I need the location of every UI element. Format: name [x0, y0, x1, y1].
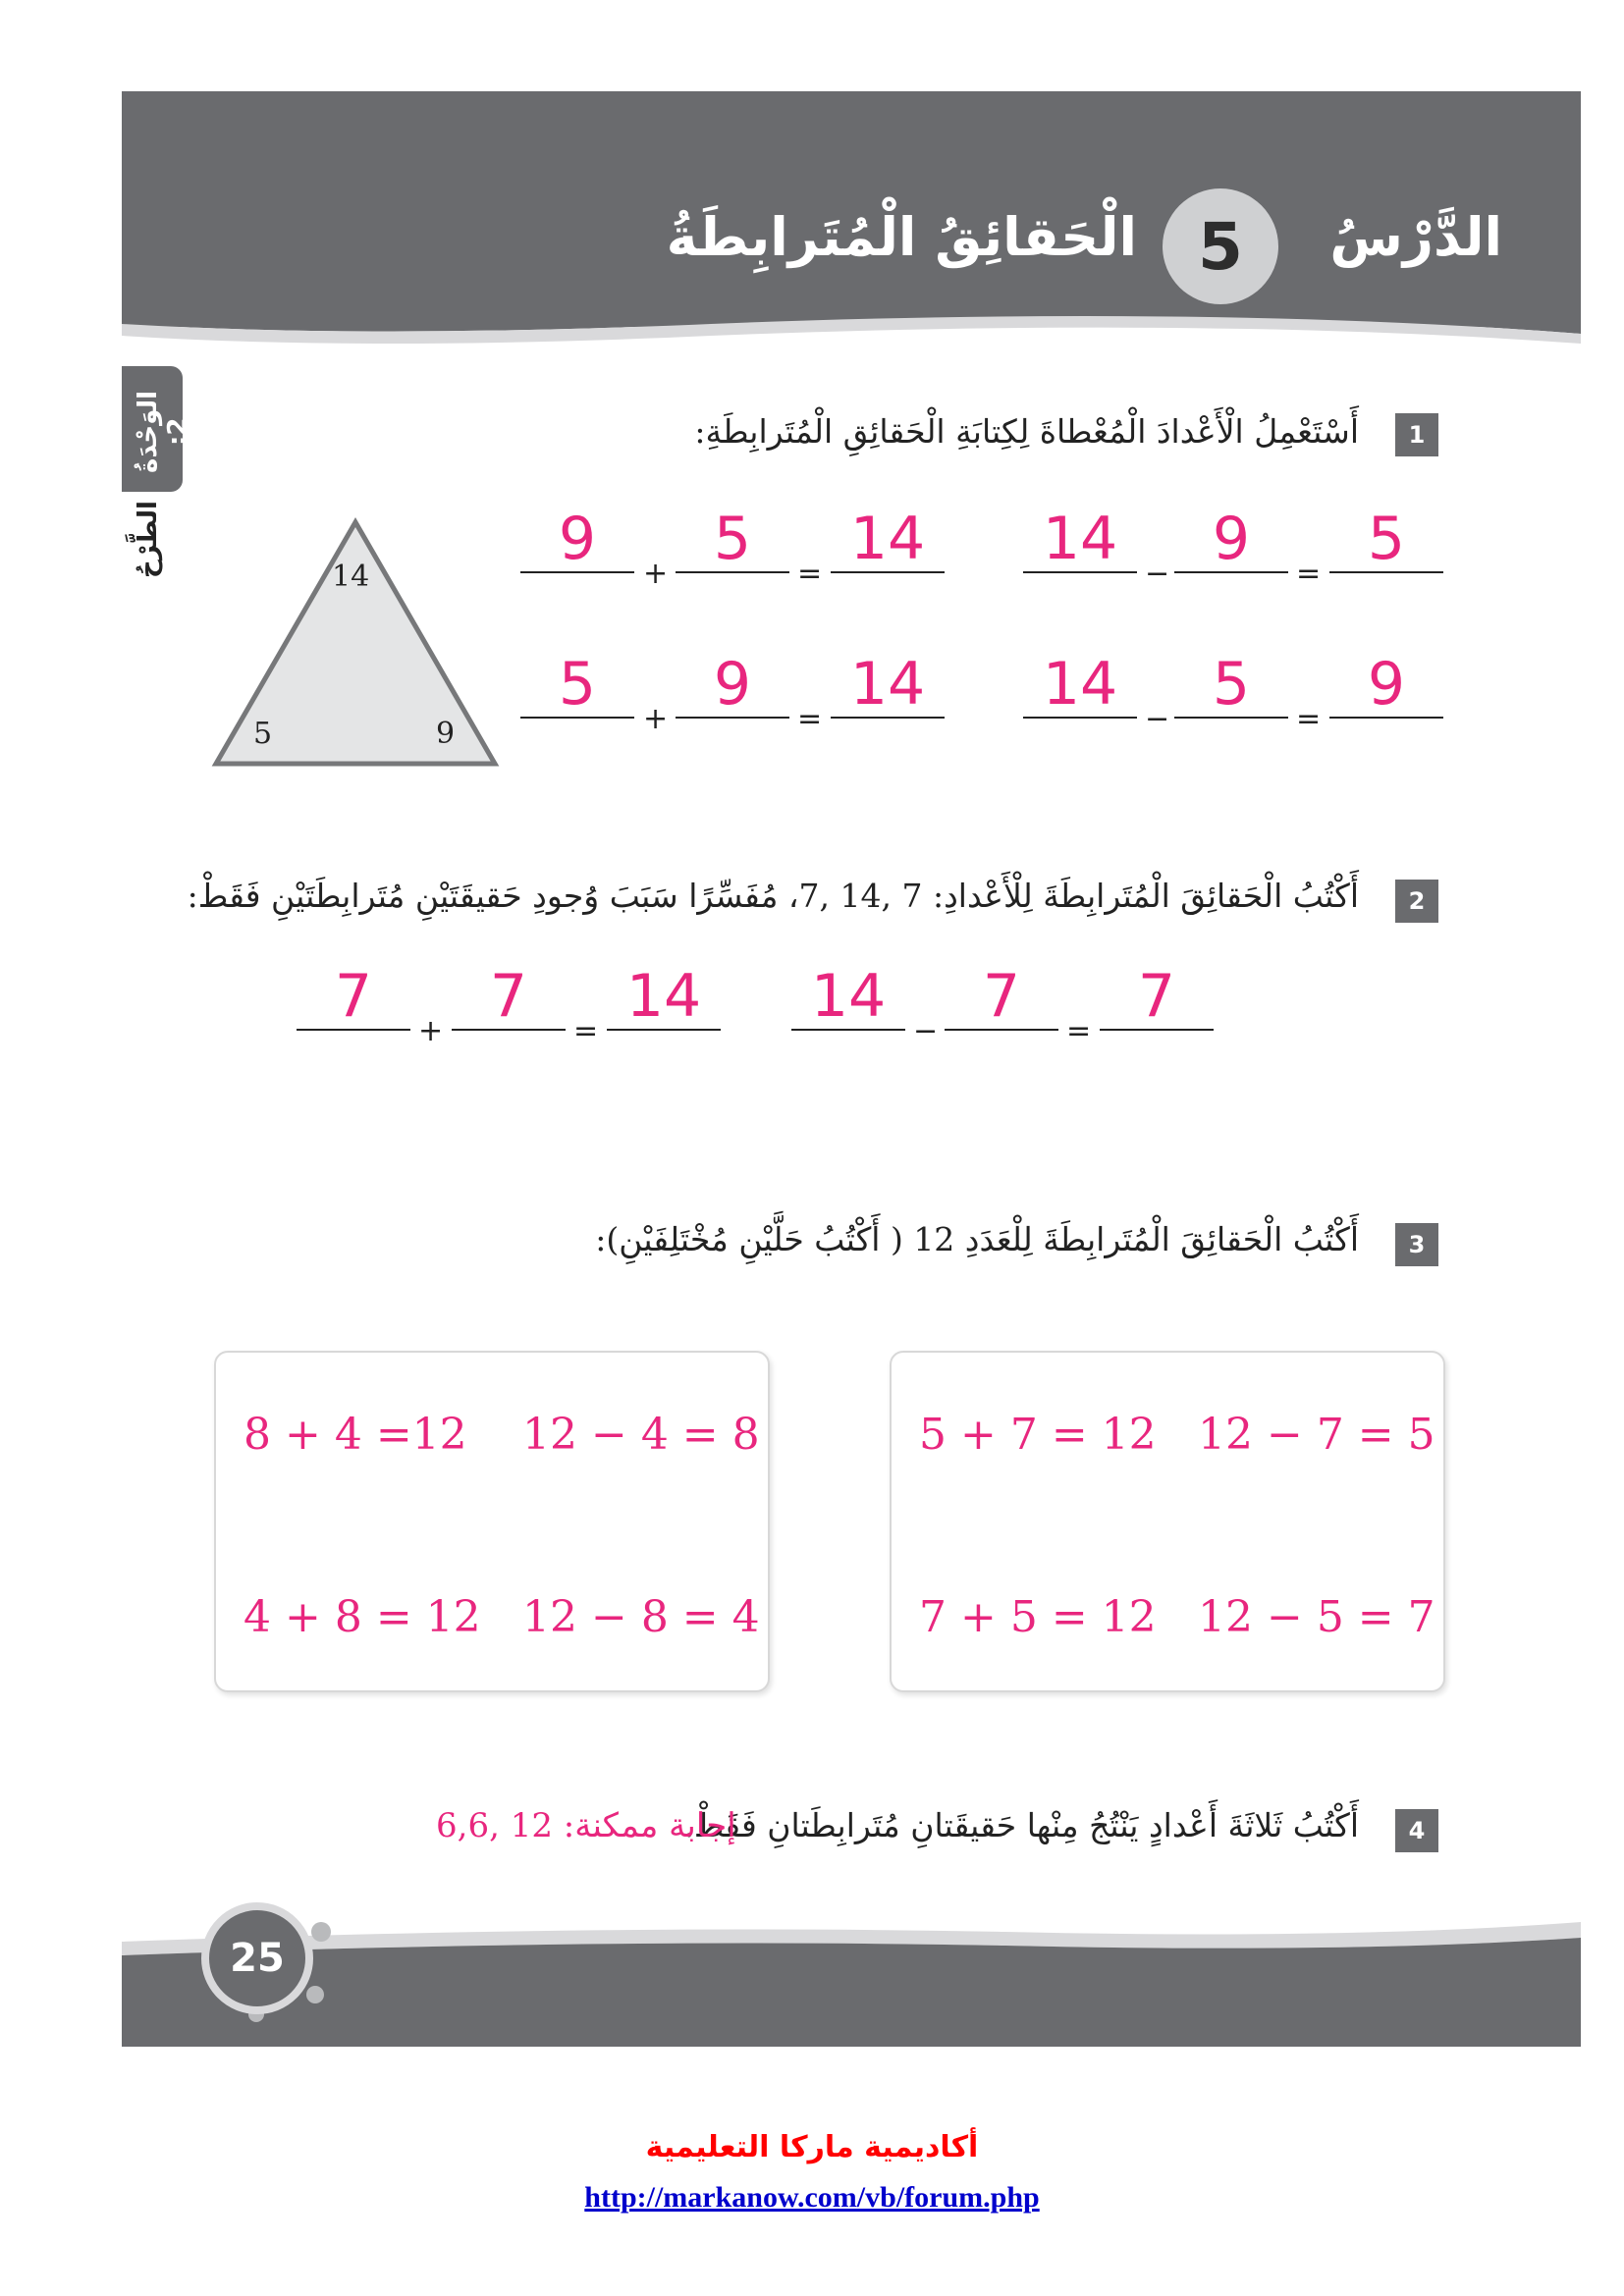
fact-blank[interactable]: 5: [1329, 507, 1443, 573]
footer-band: [122, 1914, 1581, 2047]
fact-blank[interactable]: 7: [452, 964, 566, 1031]
fact-blank[interactable]: 9: [1329, 652, 1443, 719]
triangle-right-number: 9: [436, 717, 456, 751]
equation: 12 − 4 = 8: [522, 1410, 760, 1460]
equation: 4 + 8 = 12: [244, 1592, 481, 1642]
fact-blank[interactable]: 9: [1174, 507, 1288, 573]
plus-sign: +: [643, 557, 669, 591]
question-2-number: 2: [1395, 880, 1438, 923]
fact-blank[interactable]: 7: [1100, 964, 1214, 1031]
fact-blank[interactable]: 14: [1023, 652, 1137, 719]
plus-sign: +: [643, 702, 669, 736]
question-2-text: أَكْتُبُ الْحَقائِقَ الْمُتَرابِطَةَ لِلْأَعْدادِ: 7 ,14 ,7، مُفَسِّرًا سَبَبَ وُجودِ حَقيقَتَيْنِ مُتَرابِطَتَيْنِ فَقَطْ:: [187, 877, 1359, 915]
header-curve: [122, 294, 1581, 353]
lesson-title: الْحَقائِقُ الْمُتَرابِطَةُ: [666, 206, 1137, 268]
lesson-word: الدَّرْسُ: [1329, 206, 1502, 268]
page-number: 25: [201, 1902, 313, 2014]
equation: 12 − 7 = 5: [1198, 1410, 1435, 1460]
fact-blank[interactable]: 5: [676, 507, 789, 573]
question-4-answer: إجابة ممكنة: 12 ,6,6: [436, 1806, 736, 1845]
equals-sign: =: [797, 702, 823, 736]
fact-blank[interactable]: 14: [791, 964, 905, 1031]
equation: 12 − 8 = 4: [522, 1592, 760, 1642]
equation: 8 + 4 =12: [244, 1410, 467, 1460]
fact-blank[interactable]: 14: [831, 652, 945, 719]
fact-blank[interactable]: 7: [297, 964, 410, 1031]
lesson-number: 5: [1163, 188, 1278, 304]
question-3-text: أَكْتُبُ الْحَقائِقَ الْمُتَرابِطَةَ لِلْعَدَدِ 12 ( أَكْتُبُ حَلَّيْنِ مُخْتَلِفَيْنِ):: [595, 1220, 1359, 1258]
triangle-left-number: 5: [253, 717, 273, 751]
minus-sign: −: [1145, 702, 1170, 736]
triangle-top-number: 14: [332, 560, 370, 594]
fact-blank[interactable]: 14: [1023, 507, 1137, 573]
fact-blank[interactable]: 14: [831, 507, 945, 573]
equals-sign: =: [1296, 557, 1322, 591]
fact-blank[interactable]: 14: [607, 964, 721, 1031]
fact-blank[interactable]: 9: [676, 652, 789, 719]
question-1-number: 1: [1395, 413, 1438, 456]
unit-label: الوَحْدَةُ 2:: [134, 390, 192, 474]
fact-blank[interactable]: 9: [520, 507, 634, 573]
fact-blank[interactable]: 5: [1174, 652, 1288, 719]
minus-sign: −: [1145, 557, 1170, 591]
equals-sign: =: [1296, 702, 1322, 736]
topic-label: الطَّرْحُ: [134, 501, 163, 578]
equals-sign: =: [573, 1014, 599, 1048]
equation: 12 − 5 = 7: [1198, 1592, 1435, 1642]
question-4-text: أَكْتُبُ ثَلاثَةَ أَعْدادٍ يَنْتُجُ مِنْها حَقيقَتانِ مُتَرابِطَتانِ فَقَطْ.: [683, 1806, 1359, 1844]
equation: 5 + 7 = 12: [919, 1410, 1157, 1460]
fact-blank[interactable]: 7: [945, 964, 1058, 1031]
question-3-number: 3: [1395, 1223, 1438, 1266]
equals-sign: =: [797, 557, 823, 591]
academy-link[interactable]: http://markanow.com/vb/forum.php: [584, 2181, 1040, 2214]
academy-name: أكاديمية ماركا التعليمية: [645, 2130, 979, 2164]
plus-sign: +: [418, 1014, 444, 1048]
equals-sign: =: [1066, 1014, 1092, 1048]
question-4-number: 4: [1395, 1809, 1438, 1852]
fact-blank[interactable]: 5: [520, 652, 634, 719]
question-1-text: أَسْتَعْمِلُ الْأَعْدادَ الْمُعْطاةَ لِكِتابَةِ الْحَقائِقِ الْمُتَرابِطَةِ:: [694, 412, 1359, 451]
minus-sign: −: [913, 1014, 939, 1048]
equation: 7 + 5 = 12: [919, 1592, 1157, 1642]
